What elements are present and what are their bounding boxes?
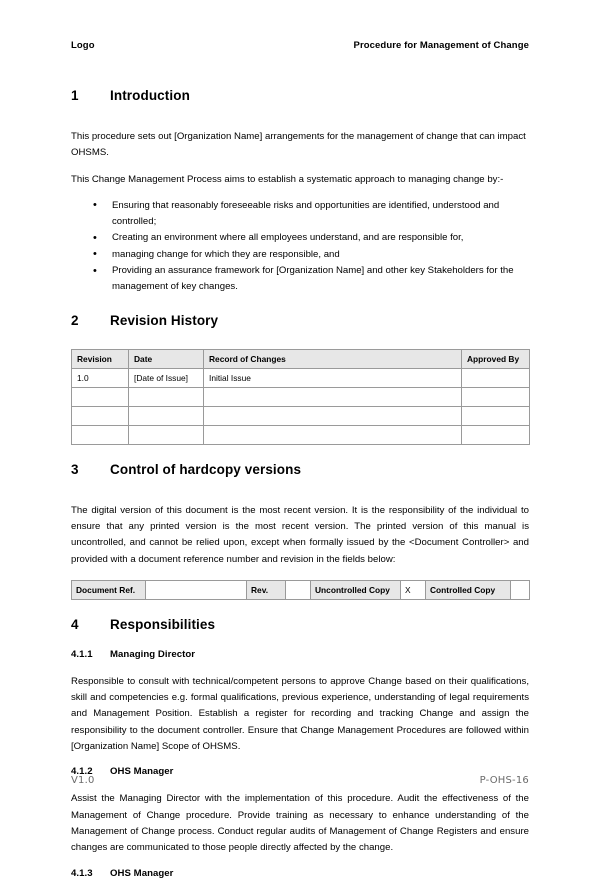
table-header-row <box>72 349 530 368</box>
heading-responsibilities-number: 4 <box>71 616 79 632</box>
label-rev: Rev. <box>247 580 286 599</box>
cell-date[interactable] <box>129 387 204 406</box>
cell-record-of-changes[interactable]: Initial Issue <box>204 368 462 387</box>
document-body <box>71 88 529 879</box>
hardcopy-paragraph: The digital version of this document is the most recent version. It is the responsibility of the individual to ensure that any printed version is the most recent version. The printed version of this manual is uncontrolled, and cannot be relied upon, except when formally issued by the <Document Controller> and provided with a document reference number and revision in the fields below: <box>71 504 529 565</box>
heading-hardcopy-control-title: Control of hardcopy versions <box>110 461 302 477</box>
list-item: • Ensuring that reasonably foreseeable risks and opportunities are identified, understood and controlled; <box>71 198 529 231</box>
table-row <box>72 387 530 406</box>
introduction-bullet-list <box>71 198 529 296</box>
cell-record-of-changes[interactable] <box>204 406 462 425</box>
column-header-revision: Revision <box>72 349 129 368</box>
heading-revision-history <box>71 313 529 328</box>
field-uncontrolled-copy-checkbox[interactable]: X <box>401 580 426 599</box>
header-logo-text: Logo <box>71 40 95 51</box>
document-footer <box>71 775 529 786</box>
cell-approved-by[interactable] <box>462 406 530 425</box>
heading-managing-director <box>71 649 529 660</box>
heading-responsibilities <box>71 617 529 632</box>
introduction-paragraph-1: This procedure sets out [Organization Name] arrangements for the management of change that can impact OHSMS. <box>71 131 526 159</box>
introduction-paragraph-2: This Change Management Process aims to establish a systematic approach to managing change by:- <box>71 173 504 185</box>
heading-revision-history-title: Revision History <box>110 312 219 328</box>
table-row <box>72 580 530 599</box>
managing-director-paragraph: Responsible to consult with technical/competent persons to approve Change based on their qualifications, skill and competencies e.g. formal qualifications, previous experience, understanding of legal requirements and Management Position. Establish a register for recording and tracking Change and assign the responsibility to the document controller. Ensure that Change Management Procedures are followed within [Organization Name] Scope of OHSMS. <box>71 675 529 753</box>
heading-hardcopy-control-number: 3 <box>71 461 79 477</box>
cell-revision[interactable] <box>72 425 129 444</box>
ohs-manager-paragraph: Assist the Managing Director with the implementation of this procedure. Audit the effectiveness of the Management of Change procedure. Provide training as necessary to enhance understanding of the Management of Change process. Conduct regular audits of Management of Change Registers and ensure changes are communicated to those people directly affected by the change. <box>71 793 529 854</box>
heading-hardcopy-control <box>71 462 529 477</box>
column-header-record-of-changes: Record of Changes <box>204 349 462 368</box>
document-header <box>71 40 529 51</box>
heading-ohs-manager-1-number: 4.1.2 <box>71 766 93 778</box>
header-document-title: Procedure for Management of Change <box>353 40 529 51</box>
field-controlled-copy-checkbox[interactable] <box>511 580 530 599</box>
cell-record-of-changes[interactable] <box>204 425 462 444</box>
list-item: • managing change for which they are responsible, and <box>71 247 529 263</box>
cell-approved-by[interactable] <box>462 425 530 444</box>
cell-date[interactable] <box>129 425 204 444</box>
heading-responsibilities-title: Responsibilities <box>110 616 216 632</box>
label-document-ref: Document Ref. <box>72 580 146 599</box>
cell-record-of-changes[interactable] <box>204 387 462 406</box>
heading-introduction-title: Introduction <box>110 88 190 103</box>
heading-managing-director-number: 4.1.1 <box>71 648 93 660</box>
heading-managing-director-title: Managing Director <box>110 648 196 660</box>
column-header-approved-by: Approved By <box>462 349 530 368</box>
table-row <box>72 368 530 387</box>
cell-date[interactable] <box>129 406 204 425</box>
cell-revision[interactable] <box>72 387 129 406</box>
document-reference-table <box>71 580 530 600</box>
list-item: • Providing an assurance framework for [Organization Name] and other key Stakeholders for the management of key changes. <box>71 263 529 296</box>
heading-introduction <box>71 88 529 103</box>
table-row <box>72 406 530 425</box>
footer-document-code: P-OHS-16 <box>479 775 529 786</box>
field-document-ref-value[interactable] <box>146 580 247 599</box>
list-item: • Creating an environment where all employees understand, and are responsible for, <box>71 230 529 246</box>
label-controlled-copy: Controlled Copy <box>426 580 511 599</box>
column-header-date: Date <box>129 349 204 368</box>
heading-ohs-manager-1-title: OHS Manager <box>110 766 174 778</box>
table-row <box>72 425 530 444</box>
label-uncontrolled-copy: Uncontrolled Copy <box>311 580 401 599</box>
cell-revision[interactable]: 1.0 <box>72 368 129 387</box>
heading-introduction-number: 1 <box>71 88 79 103</box>
cell-approved-by[interactable] <box>462 368 530 387</box>
heading-revision-history-number: 2 <box>71 312 79 328</box>
revision-history-table <box>71 349 530 445</box>
cell-approved-by[interactable] <box>462 387 530 406</box>
footer-version: V1.0 <box>71 775 95 786</box>
heading-ohs-manager-2-title: OHS Manager <box>110 867 174 879</box>
cell-revision[interactable] <box>72 406 129 425</box>
cell-date[interactable]: [Date of Issue] <box>129 368 204 387</box>
heading-ohs-manager-2 <box>71 868 529 879</box>
field-rev-value[interactable] <box>286 580 311 599</box>
heading-ohs-manager-2-number: 4.1.3 <box>71 867 93 879</box>
